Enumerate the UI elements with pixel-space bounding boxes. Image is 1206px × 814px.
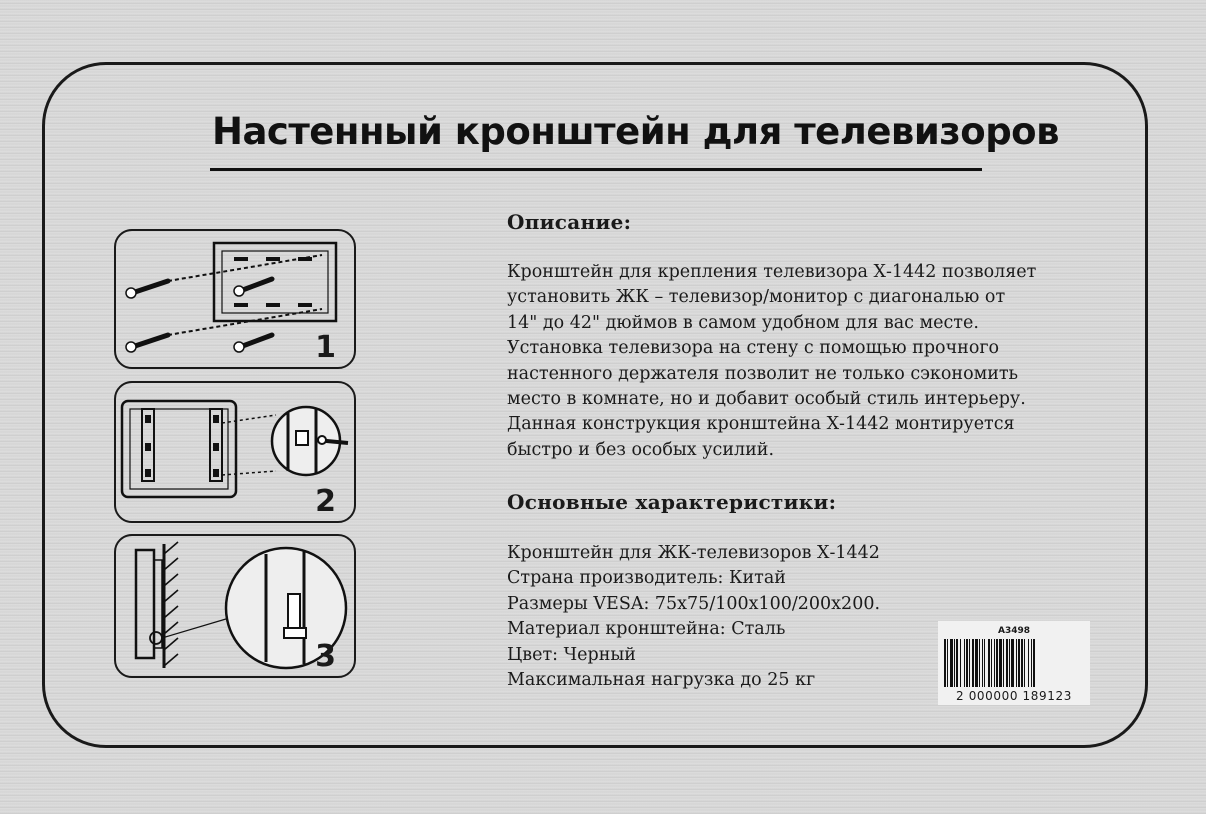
description-line: настенного держателя позволит не только сэкономить (507, 363, 1019, 384)
step-number: 3 (315, 639, 336, 674)
barcode-bar (944, 639, 946, 687)
barcode-bar (975, 639, 978, 687)
step-number: 2 (315, 484, 336, 519)
barcode-bar (954, 639, 955, 687)
step-number: 1 (315, 330, 336, 365)
barcode-bar (994, 639, 995, 687)
barcode-bar (956, 639, 958, 687)
description-line: Кронштейн для крепления телевизора Х-1442 позволяет (507, 262, 1037, 282)
spec-line: Цвет: Черный (507, 644, 636, 665)
description-line: 14" до 42" дюймов в самом удобном для вас месте. (507, 312, 979, 333)
description-line: место в комнате, но и добавит особый стиль интерьеру. (507, 389, 1026, 410)
step-panel-2 (114, 381, 356, 523)
description-line: Установка телевизора на стену с помощью прочного (507, 338, 1000, 359)
barcode-bar (969, 639, 970, 687)
barcode-bar (1016, 639, 1017, 687)
barcode-bar (979, 639, 980, 687)
barcode-bar (982, 639, 983, 687)
barcode-bar (1033, 639, 1035, 687)
barcode-bar (1003, 639, 1004, 687)
barcode-bar (984, 639, 985, 687)
description-line: Данная конструкция кронштейна Х-1442 монтируется (507, 414, 1015, 435)
barcode-bar (964, 639, 965, 687)
barcode-bar (1024, 639, 1025, 687)
spec-line: Страна производитель: Китай (507, 568, 786, 589)
description-line: установить ЖК – телевизор/монитор с диагональю от (507, 287, 1006, 308)
barcode-bar (1011, 639, 1014, 687)
barcode-bar (1031, 639, 1032, 687)
barcode-bar (991, 639, 992, 687)
barcode-bar (988, 639, 990, 687)
barcode-bar (999, 639, 1002, 687)
barcode-bar (960, 639, 961, 687)
barcode-bar (1009, 639, 1010, 687)
barcode-bar (966, 639, 968, 687)
barcode-bar (1018, 639, 1020, 687)
title-underline (210, 168, 982, 171)
description-heading: Описание: (507, 210, 632, 234)
spec-line: Размеры VESA: 75х75/100х100/200х200. (507, 593, 881, 614)
barcode-bar (1006, 639, 1008, 687)
barcode-bar (1028, 639, 1029, 687)
spec-line: Материал кронштейна: Сталь (507, 619, 786, 640)
spec-line: Максимальная нагрузка до 25 кг (507, 670, 816, 691)
page-title: Настенный кронштейн для телевизоров (212, 110, 1060, 153)
description-line: быстро и без особых усилий. (507, 439, 775, 460)
step-panel-1 (114, 229, 356, 369)
specs-heading: Основные характеристики: (507, 490, 837, 514)
barcode-digits: 2 000000 189123 (956, 689, 1072, 703)
barcode-bar (950, 639, 953, 687)
description-text (507, 260, 1107, 463)
barcode-bar (947, 639, 948, 687)
barcode-bar (1021, 639, 1023, 687)
barcode-label (938, 621, 1090, 705)
barcode-code: А3498 (997, 626, 1030, 636)
barcode-bar (972, 639, 974, 687)
barcode-bar (996, 639, 998, 687)
spec-line: Кронштейн для ЖК-телевизоров Х-1442 (507, 543, 880, 563)
step-panel-3 (114, 534, 356, 678)
